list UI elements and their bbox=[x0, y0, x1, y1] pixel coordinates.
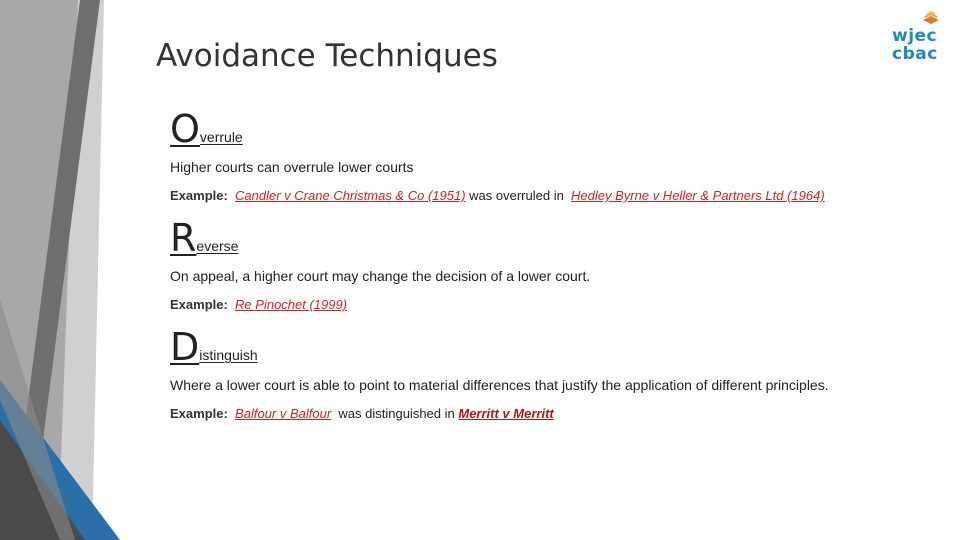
logo-line-2: cbac bbox=[892, 44, 938, 64]
example bbox=[170, 407, 870, 421]
term-rest: istinguish bbox=[199, 347, 258, 363]
term-letter: R bbox=[170, 216, 197, 260]
term-distinguish bbox=[170, 325, 870, 369]
case-link[interactable]: Candler v Crane Christmas & Co (1951) bbox=[235, 188, 466, 203]
term-rest: everse bbox=[196, 238, 239, 254]
case-link[interactable]: Merritt v Merritt bbox=[458, 406, 554, 421]
term-letter: D bbox=[170, 325, 200, 369]
example-mid-text: was distinguished in bbox=[338, 406, 455, 421]
wjec-cbac-logo bbox=[886, 10, 946, 66]
logo-line-1: wjec bbox=[892, 26, 938, 46]
book-icon bbox=[922, 10, 940, 26]
decorative-stripes bbox=[0, 0, 140, 540]
description: On appeal, a higher court may change the decision of a lower court. bbox=[170, 268, 591, 284]
term-reverse bbox=[170, 216, 870, 260]
slide-content bbox=[170, 107, 870, 421]
description: Where a lower court is able to point to material differences that justify the application of different principles. bbox=[170, 377, 829, 393]
example-label: Example: bbox=[170, 406, 228, 421]
term-overrule bbox=[170, 107, 870, 151]
example-label: Example: bbox=[170, 188, 228, 203]
term-rest: verrule bbox=[199, 129, 243, 145]
example-label: Example: bbox=[170, 297, 228, 312]
case-link[interactable]: Hedley Byrne v Heller & Partners Ltd (1964) bbox=[571, 188, 825, 203]
example bbox=[170, 189, 870, 203]
description: Higher courts can overrule lower courts bbox=[170, 159, 414, 175]
case-link[interactable]: Re Pinochet (1999) bbox=[235, 297, 348, 312]
example bbox=[170, 298, 870, 312]
case-link[interactable]: Balfour v Balfour bbox=[235, 406, 332, 421]
term-letter: O bbox=[170, 107, 200, 151]
page-title: Avoidance Techniques bbox=[156, 38, 498, 74]
example-mid-text: was overruled in bbox=[469, 188, 564, 203]
